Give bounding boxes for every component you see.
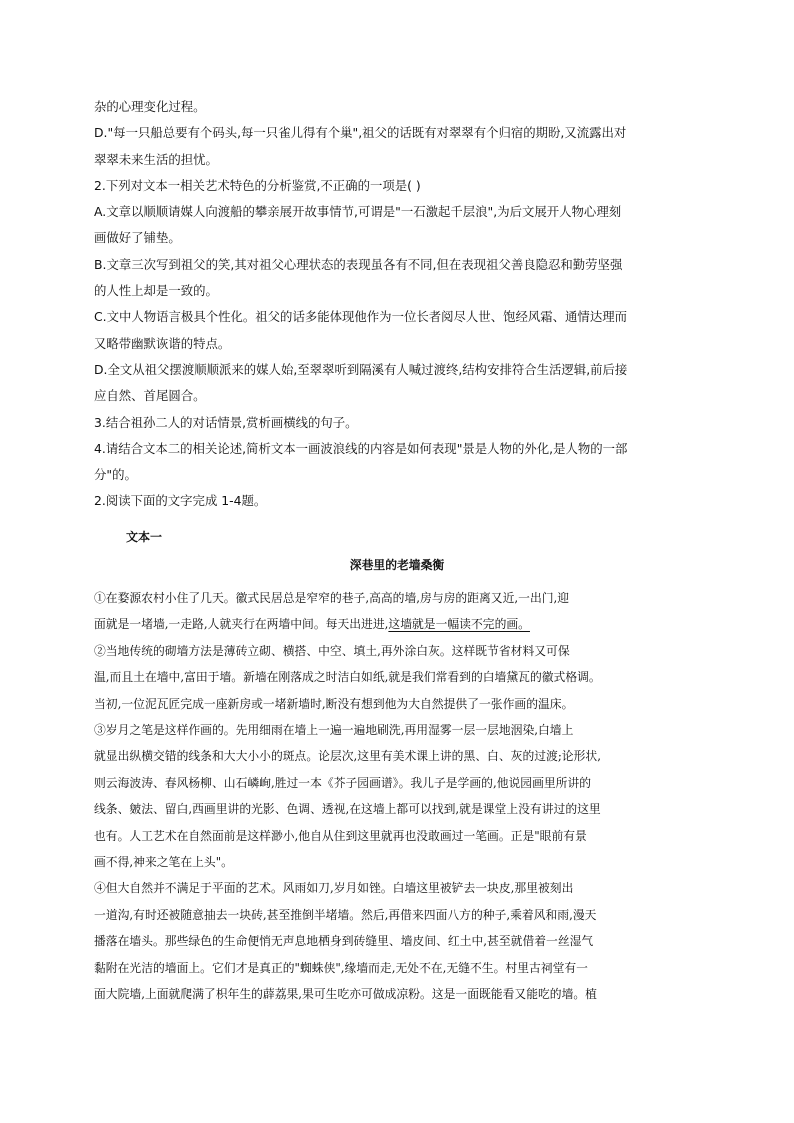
article-line: 面大院墙,上面就爬满了枳年生的薜荔果,果可生吃亦可做成凉粉。这是一面既能看又能吃的墙。植 [94, 987, 597, 1002]
text-line: 分"的。 [94, 467, 137, 483]
section-instruction: 2.阅读下面的文字完成 1-4题。 [94, 493, 267, 509]
text-label: 文本一 [126, 530, 163, 544]
question-4: 4.请结合文本二的相关论述,简析文本一画波浪线的内容是如何表现"景是人物的外化,是人物的一部 [94, 440, 628, 456]
text-line: 翠翠未来生活的担忧。 [94, 151, 218, 167]
article-line: ②当地传统的砌墙方法是薄砖立砌、横搭、中空、填土,再外涂白灰。这样既节省材料又可保 [94, 643, 570, 658]
text-line: 又略带幽默诙谐的特点。 [94, 335, 231, 351]
text-line: 画做好了铺垫。 [94, 230, 181, 246]
option-c-line: C.文中人物语言极具个性化。祖父的话多能体现他作为一位长者阅尽人世、饱经风霜、通情达理而 [94, 309, 627, 325]
option-d-line: D."每一只船总要有个码头,每一只雀儿得有个巢",祖父的话既有对翠翠有个归宿的期盼,又流露出对 [94, 125, 627, 141]
option-b-line: B.文章三次写到祖父的笑,其对祖父心理状态的表现虽各有不同,但在表现祖父善良隐忍和勤劳坚强 [94, 256, 623, 272]
question-2: 2.下列对文本一相关艺术特色的分析鉴赏,不正确的一项是( ) [94, 177, 421, 193]
article-line [94, 611, 699, 637]
article-line: 画不得,神来之笔在上头"。 [94, 855, 233, 870]
article-line: 一道沟,有时还被随意抽去一块砖,甚至推倒半堵墙。然后,再借来四面八方的种子,乘着风和雨,漫天 [94, 907, 597, 922]
article-line: 播落在墙头。那些绿色的生命便悄无声息地栖身到砖缝里、墙皮间、红土中,甚至就借着一丝湿气 [94, 934, 594, 949]
article-line: 则云海波涛、春风杨柳、山石嶙峋,胜过一本《芥子园画谱》。我儿子是学画的,他说园画里所讲的 [94, 775, 592, 790]
article-line: ③岁月之笔是这样作画的。先用细雨在墙上一遍一遍地刷洗,再用湿雾一层一层地洇染,白墙上 [94, 723, 574, 738]
article-line: 温,而且土在墙中,富田于墙。新墙在刚落成之时洁白如纸,就是我们常看到的白墙黛瓦的徽式格调。 [94, 670, 601, 685]
text-line: 的人性上却是一致的。 [94, 283, 218, 299]
underlined-sentence: 这墙就是一幅读不完的画。 [388, 617, 530, 632]
article-line: ④但大自然并不满足于平面的艺术。风雨如刀,岁月如锉。白墙这里被铲去一块皮,那里被刻出 [94, 881, 574, 896]
article-line: 当初,一位泥瓦匠完成一座新房或一堵新墙时,断没有想到他为大自然提供了一张作画的温床。 [94, 696, 574, 711]
article-title: 深巷里的老墙桑衡 [349, 558, 445, 572]
article-line: 也有。人工艺术在自然面前是这样渺小,他自从住到这里就再也没敢画过一笔画。正是"眼前有景 [94, 828, 587, 843]
article-body [94, 585, 699, 1008]
article-line: 就显出纵横交错的线条和大大小小的斑点。论层次,这里有美术课上讲的黑、白、灰的过渡;论形状, [94, 749, 601, 764]
article-line: 黏附在光洁的墙面上。它们才是真正的"蜘蛛侠",缘墙而走,无处不在,无缝不生。村里古祠堂有一 [94, 960, 588, 975]
question-3: 3.结合祖孙二人的对话情景,赏析画横线的句子。 [94, 414, 358, 430]
option-a-line: A.文章以顺顺请媒人向渡船的攀亲展开故事情节,可谓是"一石激起千层浪",为后文展开人物心理刻 [94, 204, 622, 220]
option-d-line: D.全文从祖父摆渡顺顺派来的媒人始,至翠翠听到隔溪有人喊过渡终,结构安排符合生活逻辑,前后接 [94, 361, 628, 377]
article-line: ①在婺源农村小住了几天。徽式民居总是窄窄的巷子,高高的墙,房与房的距离又近,一出门,迎 [94, 591, 570, 605]
question-section [94, 94, 699, 515]
text-line: 应自然、首尾圆合。 [94, 388, 206, 404]
article-line: 线条、皴法、留白,西画里讲的光影、色调、透视,在这墙上都可以找到,就是课堂上没有讲过的这里 [94, 802, 601, 817]
article-text: 面就是一堵墙,一走路,人就夹行在两墙中间。每天出进进, [94, 617, 389, 632]
text-line: 杂的心理变化过程。 [94, 99, 206, 114]
